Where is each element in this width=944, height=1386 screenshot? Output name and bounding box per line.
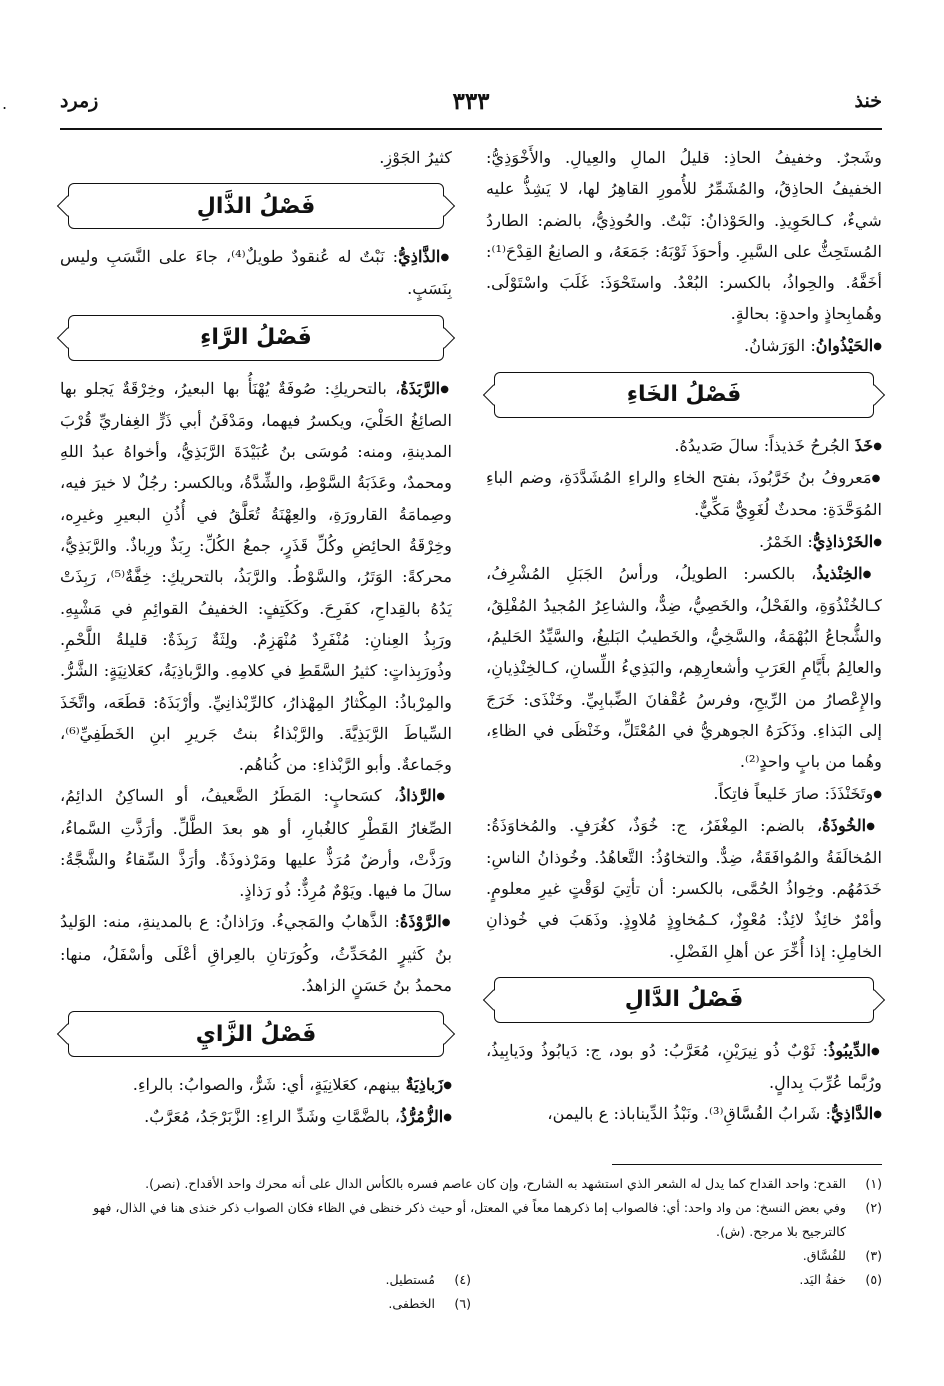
- entry-headword: الخِنْذيذُ: [816, 563, 863, 583]
- entry-text: ، بالتحريكِ: صُوفَةٌ يُهْنَأُ بها البعيرُ، وخِرْقَةٌ يَجلو بها الصائِغُ الحَلْيَ، ويكسرُ فيهما، ومَدْفَنُ أبي ذَرٍّ الغِفاريِّ قُرْبَ المدينةِ، ومنه: مُوسَى بنُ عُبَيْدَةَ الرَّبَذِيُّ، وأخواهُ عبدُ اللهِ ومحمدٌ، وعَذَبَةُ السَّوْطِ، والشِّدَّةُ، وبالكسر: رجُلٌ لا خيرَ فيه، وصِمامَةُ القارورَةِ، والعِهْنَةُ تُعَلَّقُ في أُذُنِ البعيرِ وغيرِه، وخِرْقَةُ الحائِضِ وكُلِّ قَذَرٍ، جمعُ الكُلِّ: رِبَذٌ ورِباذٌ. والرَّبَذِيُّ، محركةً: الوَتَرُ، والسَّوْطُ. والرَّبَذُ، بالتحريكِ: خِفَّةٌ⁽⁵⁾، رَبِذَتْ يَدُهُ بالقِداحِ، كفَرِحَ. وكَكَتِفٍ: الخفيفُ القوائِمِ في مَشْيِهِ. ورَبِذُ العِنانِ: مُنْفَرِدٌ مُنْهَزِمٌ. ولِثَةٌ رَبِذَةٌ: قليلةُ اللَّحْمِ. وذُورَبِذاتٍ: كثيرُ السَّقَطِ في كلامِهِ. والرَّباذِيَةُ، كعَلانِيَةٍ: الشَّرُّ. والمِرْباذُ: المِكْثارُ المِهْذارُ، كالرِّبْذانِيِّ. وأرْبَذَهُ: قطَعَه، واتَّخَذَ السِّياطَ الرَّبَذِيَّةَ. والرَّبْذاءُ بنتُ جَريرِ ابنِ الخَطَفِيِّ⁽⁶⁾، وجَماعةٌ. وأبو الرَّبْذاءِ: من كُناهُم.: [60, 378, 453, 775]
- page-header: [60, 88, 882, 122]
- footnote-text: خفةُ اليَد.: [799, 1272, 846, 1287]
- entry-text: ، بالكسر: الطويلُ، ورأسُ الجَبَلِ المُشْرِفُ، كـالخُنْذُوَةِ، والفَحْلُ، والخَصِيُّ، ضِدٌّ، والشاعِرُ المُجيدُ المُفْلِقُ، والشُّجاعُ البُهْمَةُ، والسَّخِيُّ، والخَطيبُ البَليغُ، والسَّيِّدُ الحَليمُ، والعالِمُ بأَيَّامِ العَرَبِ وأشعارِهِم، والبَذِيءُ اللِّسانِ، كـالخِنْذِيانِ، والإِعْصارُ من الرِّيحِ، وفرسُ عُقْفانَ الضِّبابِيِّ. وخَنْذَى: خَرَجَ إلى البَذاءِ. وذَكَرَهُ الجوهريُّ في المُعْتَلِّ، وخَنْظَى في الظاءِ، وهُما من بابٍ واحدٍ⁽²⁾.: [486, 563, 882, 772]
- left-column: [60, 142, 452, 1133]
- section-title: فَصْلُ الخَاءِ: [626, 382, 742, 408]
- entry-text: : شَرابُ الفُسَّاقِ⁽³⁾. ونَبْذُ الدِّيناباذ: ع باليمن،: [547, 1104, 831, 1124]
- footnote-spacer: [471, 1292, 882, 1316]
- entry-headword: الرَّوْذَةُ: [399, 912, 442, 932]
- dictionary-entry: [60, 1101, 452, 1133]
- entry-headword: الزُّمُرُّذُ: [400, 1107, 444, 1127]
- entry-marker-icon: ●: [443, 1080, 452, 1092]
- footnote-4: [60, 1268, 471, 1292]
- footnote-number: (٥): [865, 1272, 882, 1287]
- footnote-text: الخطفى.: [388, 1296, 435, 1311]
- header-last-word: زمرد: [60, 90, 99, 112]
- entry-headword: زَباذِيَةٌ: [405, 1075, 444, 1095]
- section-title: فَصْلُ الزَّايِ: [195, 1021, 317, 1047]
- entry-marker-icon: ●: [441, 917, 453, 929]
- entry-marker-icon: ●: [440, 252, 452, 264]
- entry-text: مَعروفُ بنُ خَرَّبُوذَ، بفتح الخاءِ والراءِ المُشَدَّدَةِ، وضم الباءِ المُوَحَّدَةِ: محدثٌ لُغَوِيٌّ مَكِّيٌّ.: [486, 468, 882, 520]
- footnote-5: [471, 1268, 882, 1292]
- entry-text: الجُرحُ خَذيذاً: سالَ صَديدُهُ.: [674, 435, 855, 455]
- dictionary-entry: [60, 241, 452, 304]
- entry-marker-icon: ●: [873, 1109, 882, 1121]
- entry-marker-icon: ●: [866, 820, 883, 832]
- entry-text: وشَجرٌ. وخفيفُ الحاذِ: قليلُ المالِ والعِيالِ. والأَخْوَذِيُّ: الخفيفُ الحاذِقُ، والمُشَمِّرُ للأُمورِ القاهِرُ لها، لا يَشِذُّ عليه شيءٌ، كـالحَوِيذِ. والحَوْذانُ: نَبْتٌ. والحُوذِيُّ، بالضم: الطاردُ المُستَحِثُّ على السَّيرِ. وأحوَذَ ثَوْبَهُ: جَمَعَهُ، و الصانِعُ القِدْحَ⁽¹⁾: أخَفَّهُ. والحِواذُ، بالكسر: البُعْدُ. واستَحْوَذَ: غَلَبَ واسْتَوْلَى. وهُمابِحاذٍ واحدةٍ: بحالةٍ.: [486, 148, 882, 324]
- page-number: ٣٣٣: [452, 88, 490, 115]
- entry-headword: الرَّبَذَةُ: [400, 378, 441, 398]
- entry-text: : نَبْتٌ له عُنقودٌ طويلٌ⁽⁴⁾، جاءَ على النَّسَبِ وليس بِنَسَبٍ.: [60, 247, 452, 299]
- entry-marker-icon: ●: [436, 791, 452, 803]
- footnote-text: مُستطيل.: [385, 1272, 435, 1287]
- entry-text: بينهم، كعَلانِيَةٍ، أي: شَرٌّ، والصوابُ: بالراءِ.: [132, 1075, 406, 1095]
- footnote-6: [60, 1292, 471, 1316]
- entry-text: كثيرُ الجَوْزِ.: [379, 148, 452, 167]
- entry-marker-icon: ●: [443, 1112, 452, 1124]
- entry-headword: الدِّيبُوذُ: [828, 1041, 872, 1061]
- entry-marker-icon: ●: [862, 568, 882, 580]
- dictionary-entry: [486, 1035, 882, 1098]
- section-title-box: [68, 315, 444, 361]
- footnote-text: للفُسَّاق.: [802, 1248, 846, 1263]
- entry-headword: الخَرْذاذِيُّ: [812, 531, 874, 551]
- dictionary-entry: [60, 906, 452, 1001]
- entry-text: : الخَمْرُ.: [758, 531, 813, 551]
- footnotes: [60, 1172, 882, 1316]
- section-title: فَصْلُ الرَّاءِ: [200, 325, 312, 351]
- dictionary-entry: [486, 1098, 882, 1130]
- entry-text: : ثَوْبٌ ذُو نِيرَيْنِ، مُعَرَّبُ: دُو بود، ج: دَيابُوذُ ودَيابِيذُ، ورُبَّما عُرِّبَ بِدالٍ.: [486, 1041, 882, 1093]
- dictionary-entry: [486, 526, 882, 558]
- dictionary-entry: [486, 810, 882, 967]
- entry-headword: الرَّذاذُ: [399, 786, 437, 806]
- entry-marker-icon: ●: [440, 383, 452, 395]
- dictionary-entry: [60, 1069, 452, 1101]
- footnote-1: [60, 1172, 882, 1196]
- continued-text: [486, 142, 882, 330]
- entry-headword: خَذَ: [854, 435, 874, 455]
- footnote-number: (٤): [454, 1272, 471, 1287]
- footnote-number: (١): [865, 1176, 882, 1191]
- section-title-box: [68, 1011, 444, 1057]
- entry-text: ، كسَحابٍ: المَطَرُ الضَّعيفُ، أو الساكِنُ الدائِمُ، الصِّغارُ القَطْرِ كالغُبارِ، أو هو بعدَ الطَّلِّ. وأرَذَّتِ السَّماءُ، ورَذَّتْ، وأرضٌ مُرَذٌّ عليها ومَرْذوذَةٌ. وأرَذَّ السِّقاءُ والشَّجَّةُ: سالَ ما فيها. ويَوْمٌ مُرِذٌّ: ذُو رَذاذٍ.: [60, 786, 452, 901]
- entry-marker-icon: ●: [873, 440, 882, 452]
- entry-headword: الحَيْذُوانُ: [815, 335, 874, 355]
- section-title-box: [494, 977, 874, 1023]
- entry-text: : الذَّهابُ والمَجيءُ. ورَاذانُ: ع بالمدينةِ، منه: الوَليدُ بنُ كَثيرٍ المُحَدِّثُ، وكُورَتانِ بالعِراقِ أعْلَى وأسْفَلُ، منها: محمدُ بنُ حَسَنٍ الزاهدُ.: [60, 912, 452, 995]
- footnote-text: وفي بعض النسخ: من واد واحد: أي: فالصواب إما ذكرهما معاً في المعتل، أو حيث ذكر خنظى في الظاء فكان الصواب ذكر خنذى هنا في الذال، فهو كالترجيح بلا مرجح. (ش).: [93, 1200, 846, 1239]
- section-title-box: [494, 372, 874, 418]
- header-first-word: خنذ: [854, 90, 882, 112]
- entry-marker-icon: ●: [873, 536, 882, 548]
- section-title: فَصْلُ الذَّالِ: [196, 193, 316, 219]
- entry-headword: الخُوذَةُ: [822, 815, 867, 835]
- header-rule: [60, 128, 882, 130]
- right-column: [486, 142, 882, 1131]
- footnote-number: (٦): [454, 1296, 471, 1311]
- entry-text: ، بالضَّمَّاتِ وشَدِّ الراءِ: الزَّبَرْجَدُ، مُعَرَّبٌ.: [144, 1107, 401, 1127]
- footnote-rule: [612, 1164, 882, 1165]
- footnote-number: (٢): [865, 1200, 882, 1215]
- entry-marker-icon: ●: [873, 788, 882, 800]
- footnote-row: [60, 1292, 882, 1316]
- entry-text: : الوَرَشانُ.: [744, 335, 816, 355]
- footnote-row: [60, 1268, 882, 1292]
- continued-text: [60, 142, 452, 173]
- section-title-box: [68, 183, 444, 229]
- dictionary-entry: [486, 462, 882, 525]
- footnote-text: القدح: واحد القداح كما يدل له الشعر الذي استشهد به الشارح، وإن كان عاصم فسره بالكأس الدال على أنه محرك واحد الأقداح. (نصر).: [145, 1176, 846, 1191]
- entry-marker-icon: ●: [871, 472, 883, 484]
- entry-marker-icon: ●: [873, 340, 882, 352]
- dictionary-entry: [486, 778, 882, 810]
- entry-marker-icon: ●: [871, 1045, 882, 1057]
- page-edge-mark: .: [2, 94, 8, 113]
- dictionary-entry: [486, 330, 882, 362]
- entry-text: وتَخَنْذَذَ: صارَ خَليعاً فاتِكاً.: [713, 783, 874, 803]
- dictionary-entry: [486, 430, 882, 462]
- dictionary-entry: [60, 373, 452, 781]
- entry-headword: الدَّاذِيُّ: [830, 1104, 874, 1124]
- section-title: فَصْلُ الدَّالِ: [624, 987, 744, 1013]
- dictionary-entry: [60, 780, 452, 906]
- footnote-3: [60, 1244, 882, 1268]
- entry-headword: الذَّاذِيُّ: [398, 247, 441, 267]
- footnote-number: (٣): [865, 1248, 882, 1263]
- dictionary-entry: [486, 558, 882, 778]
- entry-text: ، بالضم: المِغْفَرُ، ج: خُوَذٌ، كغُرَفٍ. والمُخاوَذَةُ: المُخالَفَةُ والمُوافَقَةُ، ضِدٌّ. والتخاوُذُ: التَّعاهُدُ. وخُوذانُ الناسِ: خَدَمُهُم. وخِواذُ الحُمَّى، بالكسر: أن تأتِيَ لوَقْتٍ غيرِ معلومٍ. وأمْرٌ خائِذٌ لائِذٌ: مُعْوِزٌ، كـمُخاوِذٍ مُلاوِذٍ. وذَهَبَ في خُوذانِ الخامِلِ: إذا أُخِّرَ عن أهلِ الفَضْلِ.: [486, 815, 882, 961]
- footnote-2: [60, 1196, 882, 1244]
